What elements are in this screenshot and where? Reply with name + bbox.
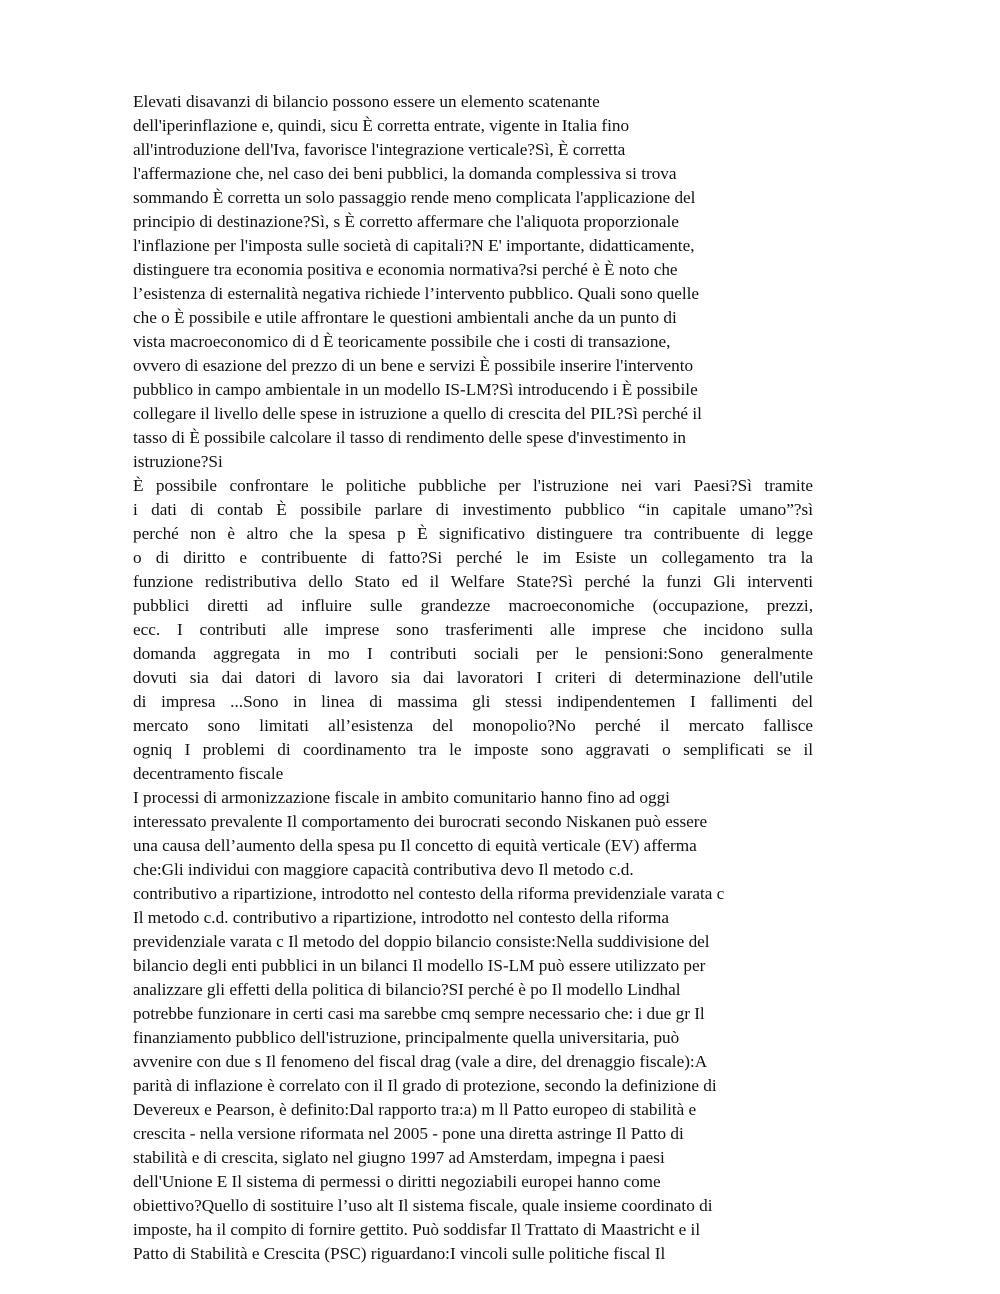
text-line: perché non è altro che la spesa p È significativo distinguere tra contribuente di legge: [133, 524, 813, 543]
text-line: ogniq I problemi di coordinamento tra le imposte sono aggravati o semplificati se il: [133, 740, 813, 759]
text-line: Patto di Stabilità e Crescita (PSC) riguardano:I vincoli sulle politiche fiscal Il: [133, 1244, 666, 1263]
text-line: analizzare gli effetti della politica di bilancio?SI perché è po Il modello Lindhal: [133, 980, 681, 999]
document-page: [133, 90, 813, 1266]
text-line: I processi di armonizzazione fiscale in ambito comunitario hanno fino ad oggi: [133, 788, 670, 807]
text-line: una causa dell’aumento della spesa pu Il concetto di equità verticale (EV) afferma: [133, 836, 697, 855]
text-line: istruzione?Si: [133, 452, 223, 471]
text-line: interessato prevalente Il comportamento dei burocrati secondo Niskanen può essere: [133, 812, 708, 831]
text-line: previdenziale varata c Il metodo del doppio bilancio consiste:Nella suddivisione del: [133, 932, 710, 951]
text-line: imposte, ha il compito di fornire gettito. Può soddisfar Il Trattato di Maastricht e il: [133, 1220, 701, 1239]
text-line: È possibile confrontare le politiche pubbliche per l'istruzione nei vari Paesi?Sì tramite: [133, 476, 813, 495]
text-line: ecc. I contributi alle imprese sono trasferimenti alle imprese che incidono sulla: [133, 620, 813, 639]
text-line: potrebbe funzionare in certi casi ma sarebbe cmq sempre necessario che: i due gr Il: [133, 1004, 705, 1023]
text-line: sommando È corretta un solo passaggio rende meno complicata l'applicazione del: [133, 188, 696, 207]
text-line: mercato sono limitati all’esistenza del monopolio?No perché il mercato fallisce: [133, 716, 813, 735]
text-line: contributivo a ripartizione, introdotto nel contesto della riforma previdenziale varata c: [133, 884, 725, 903]
text-line: finanziamento pubblico dell'istruzione, principalmente quella universitaria, può: [133, 1028, 680, 1047]
text-line: parità di inflazione è correlato con il Il grado di protezione, secondo la definizione di: [133, 1076, 717, 1095]
text-line: tasso di È possibile calcolare il tasso di rendimento delle spese d'investimento in: [133, 428, 686, 447]
text-line: l'affermazione che, nel caso dei beni pubblici, la domanda complessiva si trova: [133, 164, 677, 183]
text-line: vista macroeconomico di d È teoricamente possibile che i costi di transazione,: [133, 332, 671, 351]
text-line: che o È possibile e utile affrontare le questioni ambientali anche da un punto di: [133, 308, 677, 327]
text-line: ovvero di esazione del prezzo di un bene e servizi È possibile inserire l'intervento: [133, 356, 694, 375]
text-line: funzione redistributiva dello Stato ed il Welfare State?Sì perché la funzi Gli interventi: [133, 572, 813, 591]
text-line: bilancio degli enti pubblici in un bilanci Il modello IS-LM può essere utilizzato per: [133, 956, 706, 975]
text-line: Il metodo c.d. contributivo a ripartizione, introdotto nel contesto della riforma: [133, 908, 670, 927]
text-line: o di diritto e contribuente di fatto?Si perché le im Esiste un collegamento tra la: [133, 548, 813, 567]
text-line: dell'iperinflazione e, quindi, sicu È corretta entrate, vigente in Italia fino: [133, 116, 630, 135]
text-line: di impresa ...Sono in linea di massima gli stessi indipendentemen I fallimenti del: [133, 692, 813, 711]
text-line: dovuti sia dai datori di lavoro sia dai lavoratori I criteri di determinazione dell'utile: [133, 668, 813, 687]
text-line: avvenire con due s Il fenomeno del fiscal drag (vale a dire, del drenaggio fiscale):A: [133, 1052, 708, 1071]
text-line: domanda aggregata in mo I contributi sociali per le pensioni:Sono generalmente: [133, 644, 813, 663]
text-line: pubblici diretti ad influire sulle grandezze macroeconomiche (occupazione, prezzi,: [133, 596, 813, 615]
text-line: decentramento fiscale: [133, 764, 284, 783]
text-line: stabilità e di crescita, siglato nel giugno 1997 ad Amsterdam, impegna i paesi: [133, 1148, 665, 1167]
text-line: l’esistenza di esternalità negativa richiede l’intervento pubblico. Quali sono quelle: [133, 284, 700, 303]
text-line: dell'Unione E Il sistema di permessi o diritti negoziabili europei hanno come: [133, 1172, 661, 1191]
text-line: principio di destinazione?Sì, s È corretto affermare che l'aliquota proporzionale: [133, 212, 679, 231]
text-line: Devereux e Pearson, è definito:Dal rapporto tra:a) m ll Patto europeo di stabilità e: [133, 1100, 697, 1119]
text-line: crescita - nella versione riformata nel 2005 - pone una diretta astringe Il Patto di: [133, 1124, 684, 1143]
text-line: distinguere tra economia positiva e economia normativa?si perché è È noto che: [133, 260, 678, 279]
text-line: l'inflazione per l'imposta sulle società di capitali?N E' importante, didatticamente,: [133, 236, 695, 255]
text-line: i dati di contab È possibile parlare di investimento pubblico “in capitale umano”?sì: [133, 500, 813, 519]
text-line: all'introduzione dell'Iva, favorisce l'integrazione verticale?Sì, È corretta: [133, 140, 626, 159]
text-line: obiettivo?Quello di sostituire l’uso alt Il sistema fiscale, quale insieme coordinato di: [133, 1196, 713, 1215]
text-line: che:Gli individui con maggiore capacità contributiva devo Il metodo c.d.: [133, 860, 634, 879]
text-line: collegare il livello delle spese in istruzione a quello di crescita del PIL?Sì perché il: [133, 404, 702, 423]
text-line: pubblico in campo ambientale in un modello IS-LM?Sì introducendo i È possibile: [133, 380, 698, 399]
text-line: Elevati disavanzi di bilancio possono essere un elemento scatenante: [133, 92, 600, 111]
